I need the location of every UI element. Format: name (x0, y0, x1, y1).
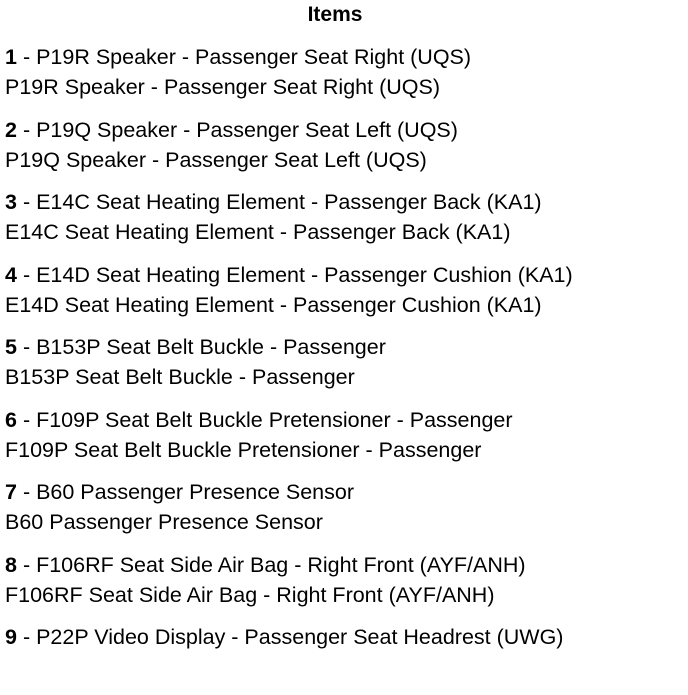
item-number: 7 (5, 480, 17, 504)
item-title: P19R Speaker - Passenger Seat Right (UQS) (36, 45, 472, 69)
item-title-line (5, 42, 685, 72)
item-title: F106RF Seat Side Air Bag - Right Front (AYF/ANH) (36, 552, 526, 577)
item-description: F109P Seat Belt Buckle Pretensioner - Passenger (5, 437, 482, 462)
item-description: B153P Seat Belt Buckle - Passenger (5, 365, 355, 389)
item-title: B153P Seat Belt Buckle - Passenger (36, 335, 386, 359)
item-title: F109P Seat Belt Buckle Pretensioner - Passenger (36, 407, 513, 432)
list-item (5, 42, 685, 115)
item-title-line (5, 477, 685, 507)
item-title: E14C Seat Heating Element - Passenger Back (KA1) (36, 190, 542, 214)
item-title: P22P Video Display - Passenger Seat Headrest (UWG) (36, 625, 564, 649)
item-number: 5 (5, 335, 17, 359)
item-number: 2 (5, 117, 17, 142)
item-number: 4 (5, 262, 17, 287)
list-item (5, 622, 685, 695)
item-title-line (5, 187, 685, 217)
list-item (5, 115, 685, 188)
item-separator: - (16, 117, 37, 142)
item-title-line (5, 332, 685, 362)
item-separator: - (16, 335, 37, 359)
item-number: 8 (5, 552, 17, 577)
item-separator: - (16, 480, 37, 504)
item-number: 1 (5, 45, 17, 69)
item-separator: - (16, 190, 37, 214)
item-separator: - (16, 625, 37, 649)
item-description: B60 Passenger Presence Sensor (5, 510, 323, 534)
item-separator: - (16, 552, 37, 577)
item-description: P19R Speaker - Passenger Seat Right (UQS) (5, 75, 440, 99)
item-separator: - (16, 407, 37, 432)
item-title: B60 Passenger Presence Sensor (36, 480, 354, 504)
item-description: E14D Seat Heating Element - Passenger Cushion (KA1) (5, 292, 542, 317)
list-item (5, 187, 685, 260)
item-number: 6 (5, 407, 17, 432)
item-number: 9 (5, 625, 17, 649)
item-description: F106RF Seat Side Air Bag - Right Front (AYF/ANH) (5, 582, 495, 607)
item-description: E14C Seat Heating Element - Passenger Back (KA1) (5, 220, 511, 244)
item-title-line (5, 260, 685, 290)
list-item (5, 550, 685, 623)
list-item (5, 332, 685, 405)
item-title-line (5, 622, 685, 652)
list-item (5, 477, 685, 550)
item-separator: - (16, 45, 37, 69)
item-title-line (5, 550, 685, 580)
item-description: P19Q Speaker - Passenger Seat Left (UQS) (5, 147, 427, 172)
list-item (5, 260, 685, 333)
list-item (5, 405, 685, 478)
item-separator: - (16, 262, 37, 287)
item-title: P19Q Speaker - Passenger Seat Left (UQS) (36, 117, 458, 142)
page-title: Items (307, 3, 363, 26)
item-number: 3 (5, 190, 17, 214)
item-title-line (5, 405, 685, 435)
item-title-line (5, 115, 685, 145)
item-list (5, 42, 685, 695)
item-title: E14D Seat Heating Element - Passenger Cushion (KA1) (36, 262, 573, 287)
